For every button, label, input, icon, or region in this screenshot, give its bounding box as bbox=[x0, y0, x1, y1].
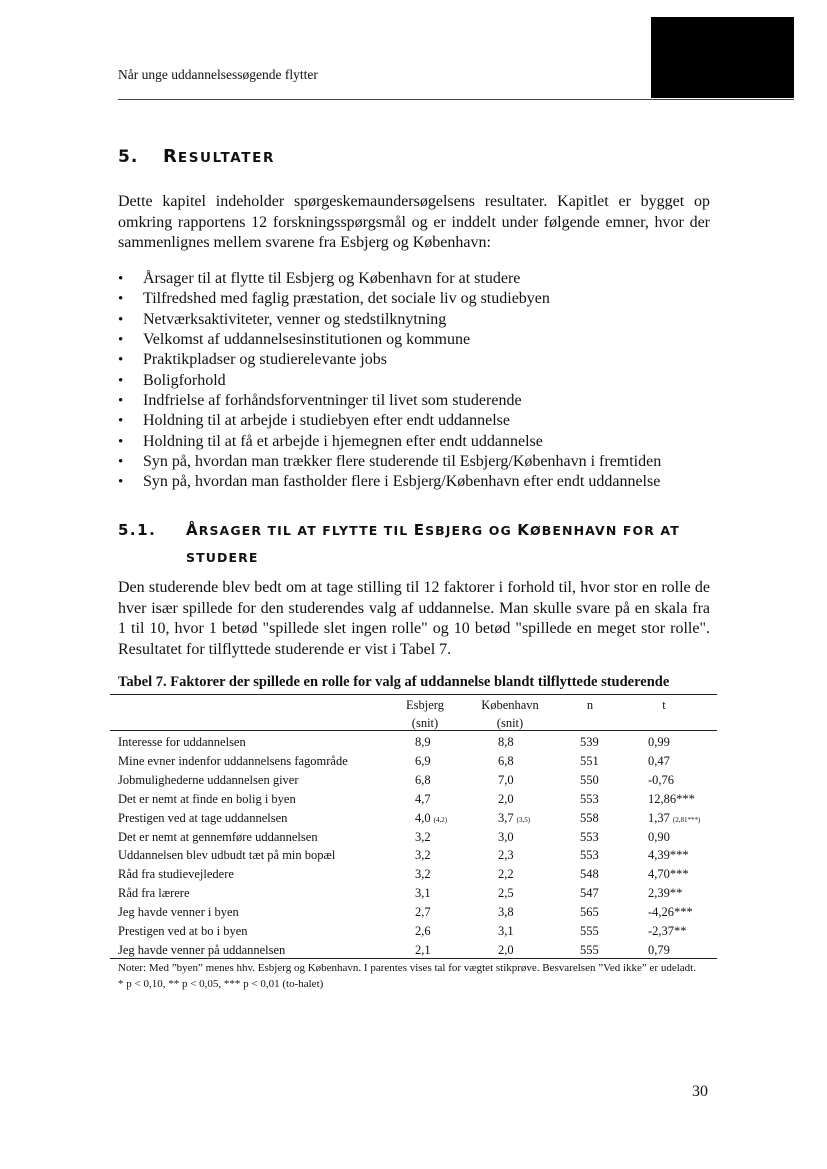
list-item: • Tilfredshed med faglig præstation, det sociale liv og studiebyen bbox=[118, 289, 661, 309]
cell-kbh bbox=[498, 867, 514, 882]
cell-kbh-value: 3,1 bbox=[498, 924, 514, 938]
title-part: SBJERG OG bbox=[425, 523, 518, 538]
cell-kbh bbox=[498, 811, 530, 826]
row-label bbox=[118, 830, 318, 845]
table-row bbox=[118, 886, 718, 905]
cell-esbjerg bbox=[415, 754, 431, 769]
cell-esbjerg bbox=[415, 867, 431, 882]
row-label-value: Råd fra studievejledere bbox=[118, 867, 234, 882]
cell-t-value: 0,79 bbox=[648, 942, 670, 957]
row-label-value: Det er nemt at gennemføre uddannelsen bbox=[118, 829, 318, 844]
cell-esbjerg bbox=[415, 848, 431, 863]
cell-esbjerg-value: 8,9 bbox=[415, 735, 431, 749]
cell-t-value: 4,39*** bbox=[648, 848, 689, 863]
cell-n-value: 551 bbox=[580, 753, 599, 768]
list-item: • Indfrielse af forhåndsforventninger til livet som studerende bbox=[118, 391, 661, 411]
row-label-value: Mine evner indenfor uddannelsens fagområde bbox=[118, 753, 348, 768]
cell-esbjerg bbox=[415, 735, 431, 750]
table-top-rule bbox=[110, 694, 717, 695]
list-item: • Praktikpladser og studierelevante jobs bbox=[118, 350, 661, 370]
cell-kbh-value: 2,5 bbox=[498, 886, 514, 901]
table-row bbox=[118, 905, 718, 924]
cell-n-value: 539 bbox=[580, 735, 599, 749]
cell-t-value: 4,70*** bbox=[648, 867, 689, 882]
cell-esbjerg-value: 3,2 bbox=[415, 848, 431, 863]
page-number: 30 bbox=[692, 1083, 708, 1100]
cell-n bbox=[580, 886, 599, 901]
list-item: • Holdning til at få et arbejde i hjemegnen efter endt uddannelse bbox=[118, 432, 661, 452]
cell-n-value: 553 bbox=[580, 829, 599, 844]
cell-n bbox=[580, 905, 599, 920]
cell-n-value: 558 bbox=[580, 810, 599, 825]
cell-n-value: 555 bbox=[580, 924, 599, 938]
cell-kbh-value: 7,0 bbox=[498, 772, 514, 787]
cell-kbh bbox=[498, 886, 514, 901]
cell-n bbox=[580, 735, 599, 750]
cell-t bbox=[648, 886, 682, 901]
cell-esbjerg-value: 2,6 bbox=[415, 924, 431, 938]
cell-esbjerg-value: 6,8 bbox=[415, 772, 431, 787]
header-rule bbox=[118, 99, 794, 100]
row-label bbox=[118, 848, 335, 863]
list-item: • Netværksaktiviteter, venner og stedstilknytning bbox=[118, 310, 661, 330]
title-initial: Å bbox=[186, 521, 199, 539]
row-label bbox=[118, 886, 190, 901]
col-head-esbjerg-sub: (snit) bbox=[411, 716, 439, 730]
cell-kbh-value: 2,0 bbox=[498, 942, 514, 957]
title-initial: E bbox=[413, 521, 426, 539]
cell-kbh bbox=[498, 773, 514, 788]
cell-esbjerg-value: 4,0 bbox=[415, 810, 431, 825]
title-line-2: STUDERE bbox=[186, 550, 259, 565]
col-head-esbjerg bbox=[385, 698, 465, 731]
significance-note: * p < 0,10, ** p < 0,05, *** p < 0,01 (to-halet) bbox=[118, 977, 324, 990]
cell-n bbox=[580, 754, 599, 769]
cell-esbjerg-value: 3,2 bbox=[415, 829, 431, 844]
row-label bbox=[118, 754, 348, 769]
cell-n-value: 547 bbox=[580, 886, 599, 901]
list-item: • Syn på, hvordan man fastholder flere i Esbjerg/København efter endt uddannelse bbox=[118, 472, 661, 492]
cell-n bbox=[580, 830, 599, 845]
cell-esbjerg-value: 3,1 bbox=[415, 886, 431, 901]
row-label bbox=[118, 773, 299, 788]
cell-esbjerg bbox=[415, 811, 447, 826]
cell-esbjerg-weighted: (4,2) bbox=[433, 815, 448, 824]
cell-kbh-value: 3,7 bbox=[498, 810, 514, 825]
cell-t-value: 0,90 bbox=[648, 829, 670, 844]
cell-t bbox=[648, 848, 689, 863]
cell-kbh bbox=[498, 830, 514, 845]
cell-t bbox=[648, 867, 689, 882]
table-row bbox=[118, 773, 718, 792]
table-row bbox=[118, 943, 718, 962]
row-label-value: Råd fra lærere bbox=[118, 886, 190, 901]
table-row bbox=[118, 924, 718, 943]
cell-kbh-value: 8,8 bbox=[498, 735, 514, 749]
cell-t-value: -4,26*** bbox=[648, 905, 693, 920]
cell-esbjerg-value: 2,1 bbox=[415, 942, 431, 957]
cell-esbjerg bbox=[415, 943, 431, 958]
row-label bbox=[118, 735, 246, 750]
topic-list bbox=[118, 269, 661, 493]
cell-kbh-weighted: (3,5) bbox=[516, 815, 531, 824]
row-label bbox=[118, 867, 234, 882]
cell-kbh-value: 6,8 bbox=[498, 753, 514, 768]
table-row bbox=[118, 830, 718, 849]
table-row bbox=[118, 867, 718, 886]
cell-t bbox=[648, 811, 700, 826]
cell-esbjerg bbox=[415, 924, 431, 939]
cell-n-value: 565 bbox=[580, 905, 599, 920]
row-label bbox=[118, 792, 296, 807]
row-label bbox=[118, 924, 248, 939]
table-row bbox=[118, 735, 718, 754]
row-label-value: Jeg havde venner i byen bbox=[118, 905, 239, 920]
title-part: ØBENHAVN FOR AT bbox=[530, 523, 680, 538]
list-item: • Syn på, hvordan man trækker flere studerende til Esbjerg/København i fremtiden bbox=[118, 452, 661, 472]
col-head-t: t bbox=[662, 698, 666, 712]
table-caption: Tabel 7. Faktorer der spillede en rolle for valg af uddannelse blandt tilflyttede studerende bbox=[118, 674, 670, 690]
cell-esbjerg bbox=[415, 773, 431, 788]
cell-esbjerg bbox=[415, 792, 431, 807]
title-initial: K bbox=[517, 521, 531, 539]
cell-kbh-value: 2,3 bbox=[498, 848, 514, 863]
section-heading bbox=[118, 146, 275, 167]
table-bottom-rule bbox=[110, 958, 717, 959]
cell-t bbox=[648, 830, 670, 845]
cell-t-value: 1,37 bbox=[648, 810, 670, 825]
row-label-value: Det er nemt at finde en bolig i byen bbox=[118, 791, 296, 806]
cell-t-value: -2,37** bbox=[648, 924, 687, 938]
row-label-value: Interesse for uddannelsen bbox=[118, 735, 246, 749]
col-head-esbjerg-label: Esbjerg bbox=[406, 698, 444, 712]
cell-n bbox=[580, 924, 599, 939]
cell-t-value: 0,47 bbox=[648, 753, 670, 768]
cell-n-value: 553 bbox=[580, 791, 599, 806]
cell-t bbox=[648, 792, 695, 807]
col-head-kbh-sub: (snit) bbox=[496, 716, 524, 730]
cell-kbh-value: 2,0 bbox=[498, 791, 514, 806]
cell-n bbox=[580, 943, 599, 958]
title-part: RSAGER TIL AT FLYTTE TIL bbox=[198, 523, 414, 538]
cell-kbh bbox=[498, 792, 514, 807]
col-head-n: n bbox=[586, 698, 594, 712]
cell-esbjerg-value: 4,7 bbox=[415, 791, 431, 806]
table-row bbox=[118, 811, 718, 830]
table-row bbox=[118, 754, 718, 773]
cell-kbh bbox=[498, 848, 514, 863]
intro-paragraph: Dette kapitel indeholder spørgeskemaundersøgelsens resultater. Kapitlet er bygget op omkring rapportens 12 forskningsspørgsmål og er inddelt under følgende emner, hvor der sammenlignes mellem svarene fra Esbjerg og København: bbox=[118, 193, 710, 251]
cell-kbh-value: 2,2 bbox=[498, 867, 514, 882]
cell-kbh-value: 3,8 bbox=[498, 905, 514, 920]
row-label bbox=[118, 943, 285, 958]
cell-kbh bbox=[498, 905, 514, 920]
cell-esbjerg bbox=[415, 886, 431, 901]
section-number: 5. bbox=[118, 147, 139, 167]
cell-t-value: 2,39** bbox=[648, 886, 683, 901]
cell-t bbox=[648, 943, 670, 958]
cell-t-value: 0,99 bbox=[648, 735, 670, 749]
cell-n bbox=[580, 848, 599, 863]
cell-n bbox=[580, 811, 599, 826]
cell-t-value: 12,86*** bbox=[648, 791, 695, 806]
cell-esbjerg-value: 6,9 bbox=[415, 753, 431, 768]
list-item: • Årsager til at flytte til Esbjerg og København for at studere bbox=[118, 269, 661, 289]
cell-kbh bbox=[498, 735, 514, 750]
row-label-value: Jobmulighederne uddannelsen giver bbox=[118, 772, 299, 787]
cell-n-value: 548 bbox=[580, 867, 599, 882]
cell-t bbox=[648, 735, 670, 750]
table-header-rule bbox=[110, 730, 717, 731]
list-item: • Boligforhold bbox=[118, 371, 661, 391]
cell-kbh-value: 3,0 bbox=[498, 829, 514, 844]
row-label-value: Prestigen ved at tage uddannelsen bbox=[118, 810, 288, 825]
table-notes bbox=[118, 962, 718, 991]
header-black-block bbox=[651, 17, 794, 98]
cell-t-value: -0,76 bbox=[648, 772, 675, 787]
cell-n-value: 553 bbox=[580, 848, 599, 863]
cell-t bbox=[648, 924, 687, 939]
cell-t bbox=[648, 905, 693, 920]
cell-t bbox=[648, 773, 674, 788]
row-label-value: Prestigen ved at bo i byen bbox=[118, 924, 248, 938]
cell-esbjerg-value: 2,7 bbox=[415, 905, 431, 920]
list-item: • Velkomst af uddannelsesinstitutionen og kommune bbox=[118, 330, 661, 350]
cell-n bbox=[580, 773, 599, 788]
col-head-kbh bbox=[470, 698, 550, 731]
table-note: Noter: Med ”byen” menes hhv. Esbjerg og København. I parentes vises tal for vægtet stikprøve. Besvarelsen ”Ved ikke” er udeladt. bbox=[118, 962, 696, 974]
row-label bbox=[118, 811, 287, 826]
section-title-initial: R bbox=[163, 146, 178, 167]
list-item: • Holdning til at arbejde i studiebyen efter endt uddannelse bbox=[118, 411, 661, 431]
cell-kbh bbox=[498, 754, 514, 769]
subsection-paragraph: Den studerende blev bedt om at tage stilling til 12 faktorer i forhold til, hvor stor en rolle de hver især spillede for den studerendes valg af uddannelse. Man skulle svare på en skala fra 1 til 10, hvor 1 betød "spillede slet ingen rolle" og 10 betød "spillede en meget stor rolle". Resultatet for tilflyttede studerende er vist i Tabel 7. bbox=[118, 579, 710, 658]
cell-t-weighted: (2,81***) bbox=[672, 815, 701, 824]
cell-t bbox=[648, 754, 670, 769]
subsection-title bbox=[186, 517, 726, 571]
section-title-rest: ESULTATER bbox=[177, 150, 275, 166]
cell-esbjerg bbox=[415, 905, 431, 920]
cell-n-value: 550 bbox=[580, 772, 599, 787]
cell-kbh bbox=[498, 924, 514, 939]
cell-n bbox=[580, 792, 599, 807]
running-header: Når unge uddannelsessøgende flytter bbox=[118, 67, 318, 82]
cell-kbh bbox=[498, 943, 514, 958]
cell-esbjerg bbox=[415, 830, 431, 845]
cell-esbjerg-value: 3,2 bbox=[415, 867, 431, 882]
table-row bbox=[118, 792, 718, 811]
row-label bbox=[118, 905, 239, 920]
table-row bbox=[118, 848, 718, 867]
row-label-value: Jeg havde venner på uddannelsen bbox=[118, 942, 286, 957]
cell-n-value: 555 bbox=[580, 942, 599, 957]
col-head-kbh-label: København bbox=[481, 698, 539, 712]
cell-n bbox=[580, 867, 599, 882]
row-label-value: Uddannelsen blev udbudt tæt på min bopæl bbox=[118, 848, 336, 863]
subsection-number: 5.1. bbox=[118, 521, 157, 539]
